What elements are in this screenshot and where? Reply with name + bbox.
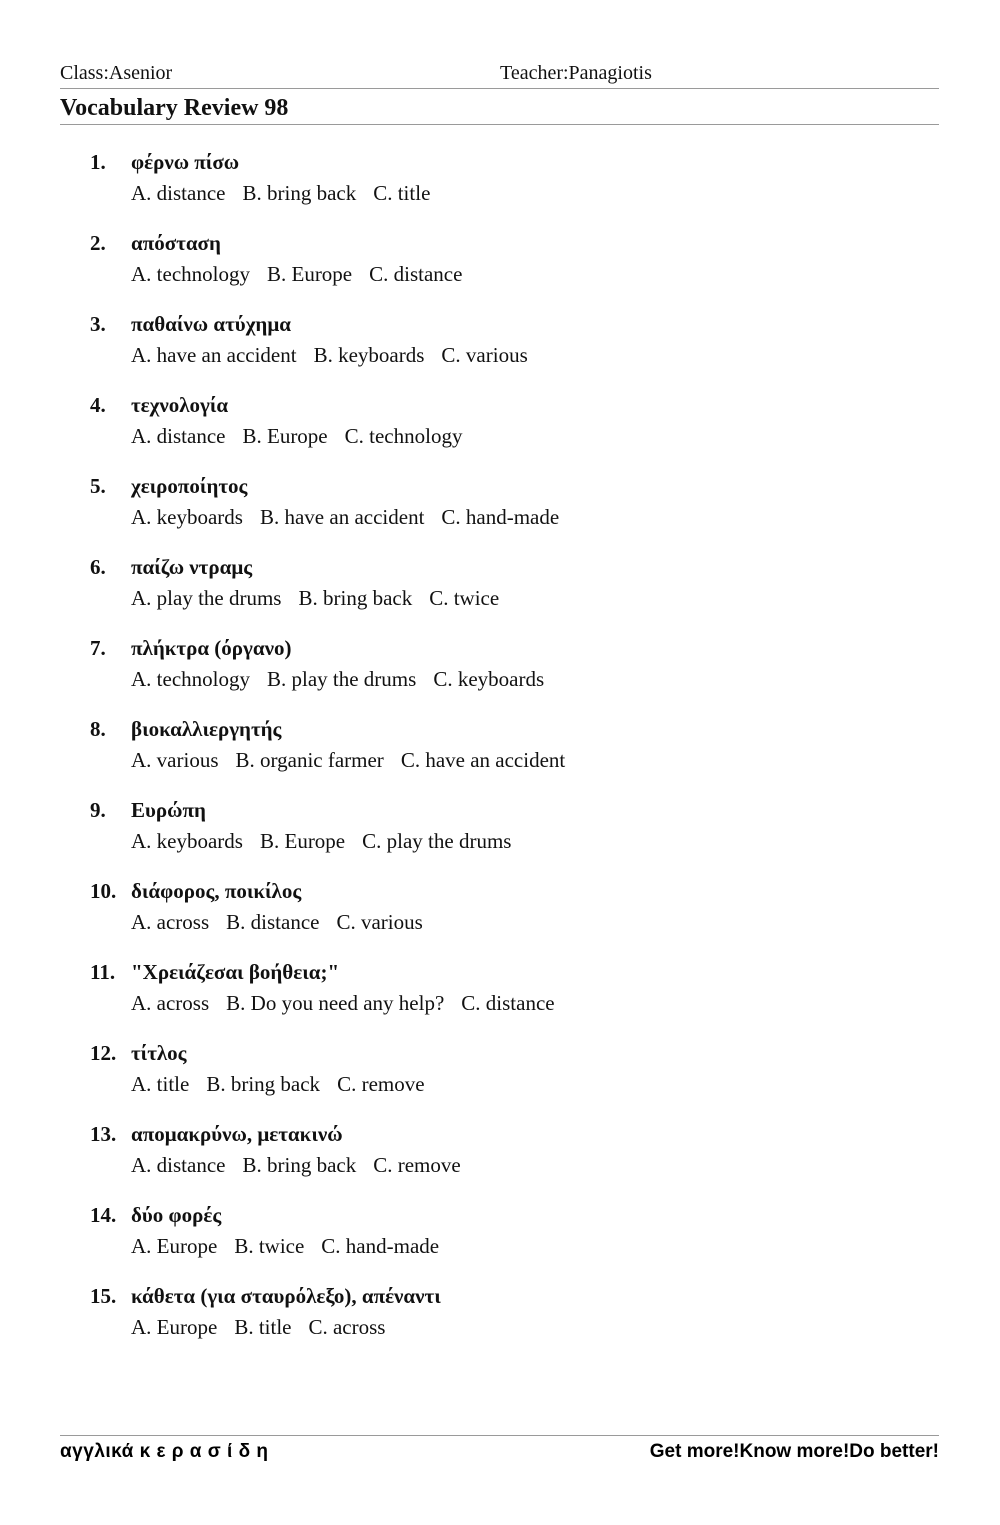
answer-option[interactable]: C. hand-made: [321, 1234, 440, 1258]
question-word: απόσταση: [131, 231, 221, 255]
answer-option[interactable]: C. play the drums: [362, 829, 512, 853]
question-number: 3.: [90, 312, 106, 336]
question-item: [0, 794, 1000, 875]
teacher-label: Teacher:Panagiotis: [500, 62, 652, 84]
answer-option[interactable]: C. keyboards: [433, 667, 545, 691]
question-word: τίτλος: [131, 1041, 187, 1065]
answer-option[interactable]: C. various: [336, 910, 423, 934]
question-item: [0, 308, 1000, 389]
question-word: χειροποίητος: [131, 474, 248, 498]
answer-option[interactable]: C. twice: [429, 586, 500, 610]
answer-option[interactable]: C. remove: [373, 1153, 461, 1177]
question-number: 14.: [90, 1203, 117, 1227]
answer-options: [131, 748, 565, 773]
answer-option[interactable]: C. distance: [369, 262, 463, 286]
answer-option[interactable]: A. various: [131, 748, 219, 772]
answer-option[interactable]: B. Europe: [266, 262, 353, 286]
answer-option[interactable]: B. twice: [234, 1234, 305, 1258]
question-word: παθαίνω ατύχημα: [131, 312, 291, 336]
question-number: 4.: [90, 393, 106, 417]
question-word: βιοκαλλιεργητής: [131, 717, 282, 741]
answer-option[interactable]: A. keyboards: [131, 505, 243, 529]
question-number: 13.: [90, 1122, 117, 1146]
answer-options: [131, 343, 528, 368]
question-item: [0, 1037, 1000, 1118]
question-item: [0, 551, 1000, 632]
question-number: 7.: [90, 636, 106, 660]
question-item: [0, 875, 1000, 956]
answer-options: [131, 667, 544, 692]
answer-options: [131, 424, 462, 449]
answer-option[interactable]: B. keyboards: [313, 343, 425, 367]
answer-options: [131, 505, 559, 530]
answer-option[interactable]: C. have an accident: [400, 748, 566, 772]
answer-option[interactable]: B. organic farmer: [235, 748, 384, 772]
answer-option[interactable]: B. bring back: [242, 1153, 357, 1177]
header-row: [60, 62, 939, 89]
question-word: Ευρώπη: [131, 798, 206, 822]
answer-option[interactable]: A. across: [131, 991, 210, 1015]
question-item: [0, 1280, 1000, 1361]
answer-option[interactable]: B. distance: [226, 910, 320, 934]
title-row: [60, 92, 939, 125]
question-item: [0, 632, 1000, 713]
answer-option[interactable]: C. various: [441, 343, 528, 367]
answer-options: [131, 829, 511, 854]
answer-options: [131, 181, 430, 206]
answer-options: [131, 262, 462, 287]
question-item: [0, 1199, 1000, 1280]
question-number: 6.: [90, 555, 106, 579]
answer-option[interactable]: B. title: [234, 1315, 292, 1339]
answer-options: [131, 1234, 439, 1259]
page-title: Vocabulary Review 98: [60, 95, 289, 121]
answer-option[interactable]: C. hand-made: [441, 505, 560, 529]
answer-option[interactable]: B. Europe: [259, 829, 346, 853]
question-number: 1.: [90, 150, 106, 174]
answer-options: [131, 586, 499, 611]
question-word: φέρνω πίσω: [131, 150, 240, 174]
question-word: "Χρειάζεσαι βοήθεια;": [131, 960, 340, 984]
question-number: 5.: [90, 474, 106, 498]
question-item: [0, 713, 1000, 794]
answer-options: [131, 1072, 425, 1097]
answer-option[interactable]: C. technology: [344, 424, 463, 448]
answer-option[interactable]: A. play the drums: [131, 586, 282, 610]
answer-option[interactable]: A. keyboards: [131, 829, 243, 853]
answer-option[interactable]: A. technology: [131, 262, 250, 286]
question-word: τεχνολογία: [131, 393, 229, 417]
answer-option[interactable]: B. bring back: [242, 181, 357, 205]
answer-option[interactable]: A. distance: [131, 181, 226, 205]
answer-options: [131, 1153, 461, 1178]
question-item: [0, 1118, 1000, 1199]
footer-divider: [60, 1435, 939, 1436]
question-item: [0, 956, 1000, 1037]
question-number: 11.: [90, 960, 116, 984]
answer-option[interactable]: A. have an accident: [131, 343, 297, 367]
question-item: [0, 389, 1000, 470]
question-word: διάφορος, ποικίλος: [131, 879, 302, 903]
footer-slogan: Get more!Know more!Do better!: [649, 1441, 939, 1462]
question-word: παίζω ντραμς: [131, 555, 253, 579]
question-item: [0, 227, 1000, 308]
answer-option[interactable]: C. title: [373, 181, 431, 205]
question-number: 9.: [90, 798, 106, 822]
answer-option[interactable]: C. distance: [461, 991, 555, 1015]
question-list: [0, 146, 1000, 1361]
answer-option[interactable]: C. remove: [337, 1072, 425, 1096]
question-item: [0, 470, 1000, 551]
question-number: 12.: [90, 1041, 117, 1065]
question-number: 8.: [90, 717, 106, 741]
question-word: απομακρύνω, μετακινώ: [131, 1122, 343, 1146]
answer-option[interactable]: B. bring back: [206, 1072, 321, 1096]
question-number: 10.: [90, 879, 117, 903]
answer-option[interactable]: A. technology: [131, 667, 250, 691]
question-word: δύο φορές: [131, 1203, 222, 1227]
answer-option[interactable]: A. distance: [131, 1153, 226, 1177]
question-number: 15.: [90, 1284, 117, 1308]
answer-options: [131, 991, 555, 1016]
footer-brand: αγγλικά κ ε ρ α σ ί δ η: [60, 1441, 269, 1462]
answer-option[interactable]: B. have an accident: [259, 505, 425, 529]
answer-option[interactable]: A. title: [131, 1072, 190, 1096]
answer-option[interactable]: A. distance: [131, 424, 226, 448]
answer-options: [131, 910, 423, 935]
answer-option[interactable]: C. across: [308, 1315, 386, 1339]
answer-option[interactable]: B. Europe: [242, 424, 328, 448]
question-item: [0, 146, 1000, 227]
answer-option[interactable]: A. across: [131, 910, 210, 934]
answer-option[interactable]: A. Europe: [131, 1234, 218, 1258]
answer-option[interactable]: B. bring back: [298, 586, 413, 610]
answer-option[interactable]: B. play the drums: [266, 667, 417, 691]
answer-option[interactable]: B. Do you need any help?: [226, 991, 445, 1015]
question-word: κάθετα (για σταυρόλεξο), απέναντι: [131, 1284, 441, 1308]
answer-options: [131, 1315, 385, 1340]
answer-option[interactable]: A. Europe: [131, 1315, 218, 1339]
class-label: Class:Asenior: [60, 62, 173, 84]
question-word: πλήκτρα (όργανο): [131, 636, 292, 660]
question-number: 2.: [90, 231, 106, 255]
